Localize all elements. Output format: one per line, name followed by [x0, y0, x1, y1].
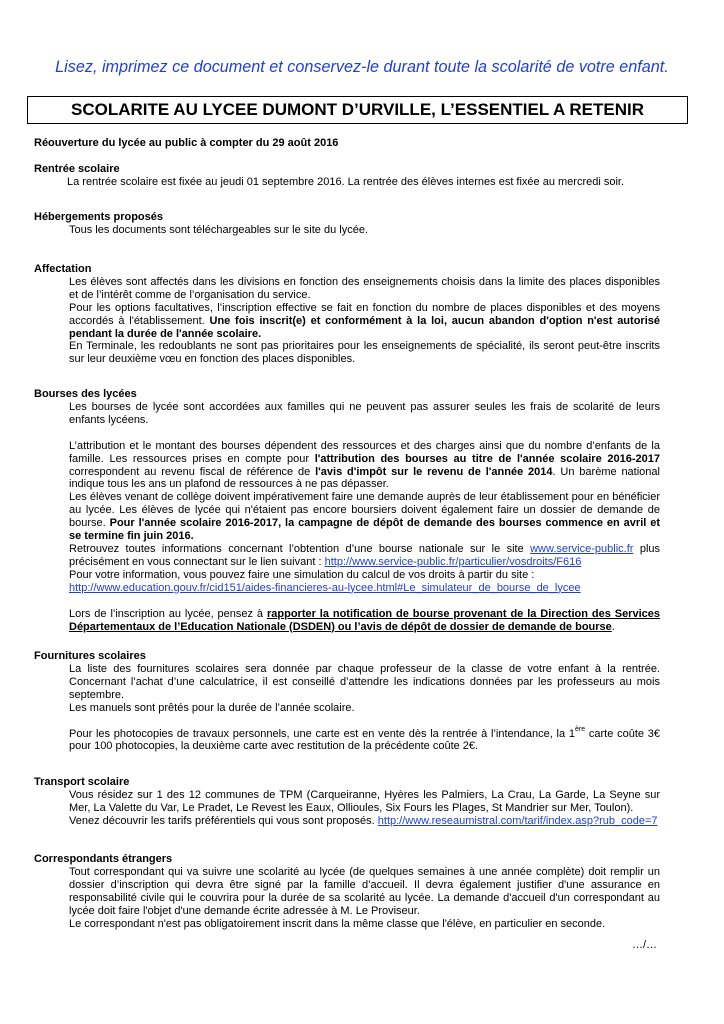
reopening-notice: Réouverture du lycée au public à compter du 29 août 2016	[34, 137, 339, 149]
section-text	[34, 401, 660, 634]
text-run: Lors de l’inscription au lycée, pensez à	[69, 607, 264, 620]
paragraph	[69, 608, 660, 634]
section-heading: Correspondants étrangers	[34, 853, 173, 865]
section-rentree	[34, 163, 684, 189]
text-run: correspondent au revenu fiscal de référence de	[69, 465, 311, 478]
vosdroits-link[interactable]: http://www.service-public.fr/particulier/vosdroits/F616	[324, 555, 582, 568]
section-text	[34, 276, 660, 366]
superscript: ère	[575, 725, 586, 733]
section-bourses	[34, 388, 660, 633]
text-run: carte coûte 3€ pour 100 photocopies, la deuxième carte avec restitution de la précédente coûte 2€.	[69, 727, 661, 753]
text-run: Pour votre information, vous pouvez faire une simulation du calcul de vos droits à partir du site :	[69, 568, 535, 581]
simulateur-link[interactable]: http://www.education.gouv.fr/cid151/aides-financieres-au-lycee.html#Le_simulateur_de_bourse_de_lycee	[69, 581, 581, 594]
reseaumistral-link[interactable]: http://www.reseaumistral.com/tarif/index.asp?rub_code=7	[377, 814, 658, 827]
paragraph	[69, 815, 660, 828]
text-run-bold: l'avis d'impôt sur le revenu de l'année 2014	[315, 465, 553, 478]
text-run: L’attribution et le montant des bourses dépendent des ressources et des charges ainsi que du nombre d’enfants de la famille. Les ressources prises en compte pour	[69, 439, 660, 465]
paragraph: En Terminale, les redoublants ne sont pas prioritaires pour les enseignements de spécialité, ils seront peut-être inscrits sur leur deuxième vœu en fonction des places disponibles.	[69, 340, 660, 366]
text-run: .	[611, 620, 615, 633]
section-heading: Affectation	[34, 263, 92, 275]
paragraph	[69, 725, 661, 754]
paragraph	[69, 543, 660, 569]
text-run: Venez découvrir les tarifs préférentiels qui vous sont proposés.	[69, 814, 375, 827]
text-run-bold: l'attribution des bourses au titre de l'année scolaire 2016-2017	[314, 452, 660, 465]
section-heading: Fournitures scolaires	[34, 650, 146, 662]
service-public-link[interactable]: www.service-public.fr	[530, 542, 634, 555]
instruction-note: Lisez, imprimez ce document et conservez-le durant toute la scolarité de votre enfant.	[55, 58, 669, 76]
section-heading: Rentrée scolaire	[34, 163, 120, 175]
section-text	[34, 866, 660, 931]
section-text: Tous les documents sont téléchargeables sur le site du lycée.	[69, 223, 368, 236]
section-heading: Bourses des lycées	[34, 388, 137, 400]
paragraph: La liste des fournitures scolaires sera donnée par chaque professeur de la classe de votre enfant à la rentrée. Concernant l’achat d’une calculatrice, il est conseillé d’attendre les indications données par les professeurs au mois septembre.	[69, 662, 660, 701]
paragraph	[69, 440, 660, 492]
continuation-mark: …/…	[632, 939, 658, 951]
paragraph	[69, 302, 660, 341]
paragraph: Les élèves sont affectés dans les divisions en fonction des enseignements choisis dans la limite des places disponibles et de l’intérêt comme de l’organisation du service.	[69, 275, 660, 301]
text-run: Pour les photocopies de travaux personnels, une carte est en vente dès la rentrée à l’intendance, la 1	[69, 727, 575, 740]
text-run-bold: Pour l'année scolaire 2016-2017, la campagne de dépôt de demande des bourses commence en avril et se termine fin juin 2016.	[69, 517, 660, 543]
section-text: La rentrée scolaire est fixée au jeudi 01 septembre 2016. La rentrée des élèves internes est fixée au mercredi soir.	[67, 175, 625, 188]
paragraph: Vous résidez sur 1 des 12 communes de TPM (Carqueiranne, Hyères les Palmiers, La Crau, La Garde, La Seyne sur Mer, La Valette du Var, Le Pradet, Le Revest les Eaux, Ollioules, Six Fours les Plages, St Mandrier sur Mer, Toulon).	[69, 788, 660, 814]
section-correspondants	[34, 853, 660, 930]
text-run-bold: rapporter la notification de bourse provenant de la Direction des Services Départementaux de l’Education Nationale (DSDEN) ou l’avis de dépôt de dossier de demande de bourse	[69, 607, 660, 633]
paragraph: Les bourses de lycée sont accordées aux familles qui ne peuvent pas assurer seules les frais de scolarité de leurs enfants lycéens.	[69, 400, 660, 426]
section-transport	[34, 776, 660, 828]
section-text	[34, 663, 660, 753]
section-hebergement	[34, 211, 684, 237]
section-heading: Transport scolaire	[34, 776, 130, 788]
text-run: Pour les options facultatives, l’inscription effective se fait en fonction du nombre de places disponibles et des moyens accordés à l'établissement.	[69, 301, 660, 327]
section-fournitures	[34, 650, 660, 753]
section-text	[34, 789, 660, 828]
text-run: . Un barème national indique tous les ans un plafond de ressources à ne pas dépasser.	[69, 465, 660, 491]
paragraph: Le correspondant n'est pas obligatoirement inscrit dans la même classe que l'élève, en particulier en seconde.	[69, 917, 606, 930]
section-affectation	[34, 263, 660, 366]
paragraph: Tout correspondant qui va suivre une scolarité au lycée (de quelques semaines à une année complète) doit remplir un dossier d’inscription qui devra être signé par la famille d’accueil. Il devra également justifier d'une assurance en responsabilité civile qui le couvrira pour la durée de sa scolarité au lycée. La demande d'accueil d'un correspondant au lycée doit faire l'objet d'une demande écrite adressée à M. Le Proviseur.	[69, 865, 660, 917]
paragraph	[69, 569, 660, 595]
page-title: SCOLARITE AU LYCEE DUMONT D’URVILLE, L’ESSENTIEL A RETENIR	[27, 96, 688, 124]
text-run: Les élèves venant de collège doivent impérativement faire une demande auprès de leur établissement pour en bénéficier au lycée. Les élèves de lycée qui n'étaient pas encore boursiers doivent également faire un dossier de demande de bourse.	[69, 491, 660, 530]
paragraph: Les manuels sont prêtés pour la durée de l’année scolaire.	[69, 701, 355, 714]
paragraph	[69, 491, 660, 543]
text-run-bold: Une fois inscrit(e) et conformément à la loi, aucun abandon d'option n'est autorisé pendant la durée de l'année scolaire.	[69, 314, 660, 340]
text-run: Retrouvez toutes informations concernant l’obtention d’une bourse nationale sur le site	[69, 542, 524, 555]
section-heading: Hébergements proposés	[34, 211, 163, 223]
text-run: plus précisément en vous connectant sur le lien suivant :	[69, 542, 661, 568]
